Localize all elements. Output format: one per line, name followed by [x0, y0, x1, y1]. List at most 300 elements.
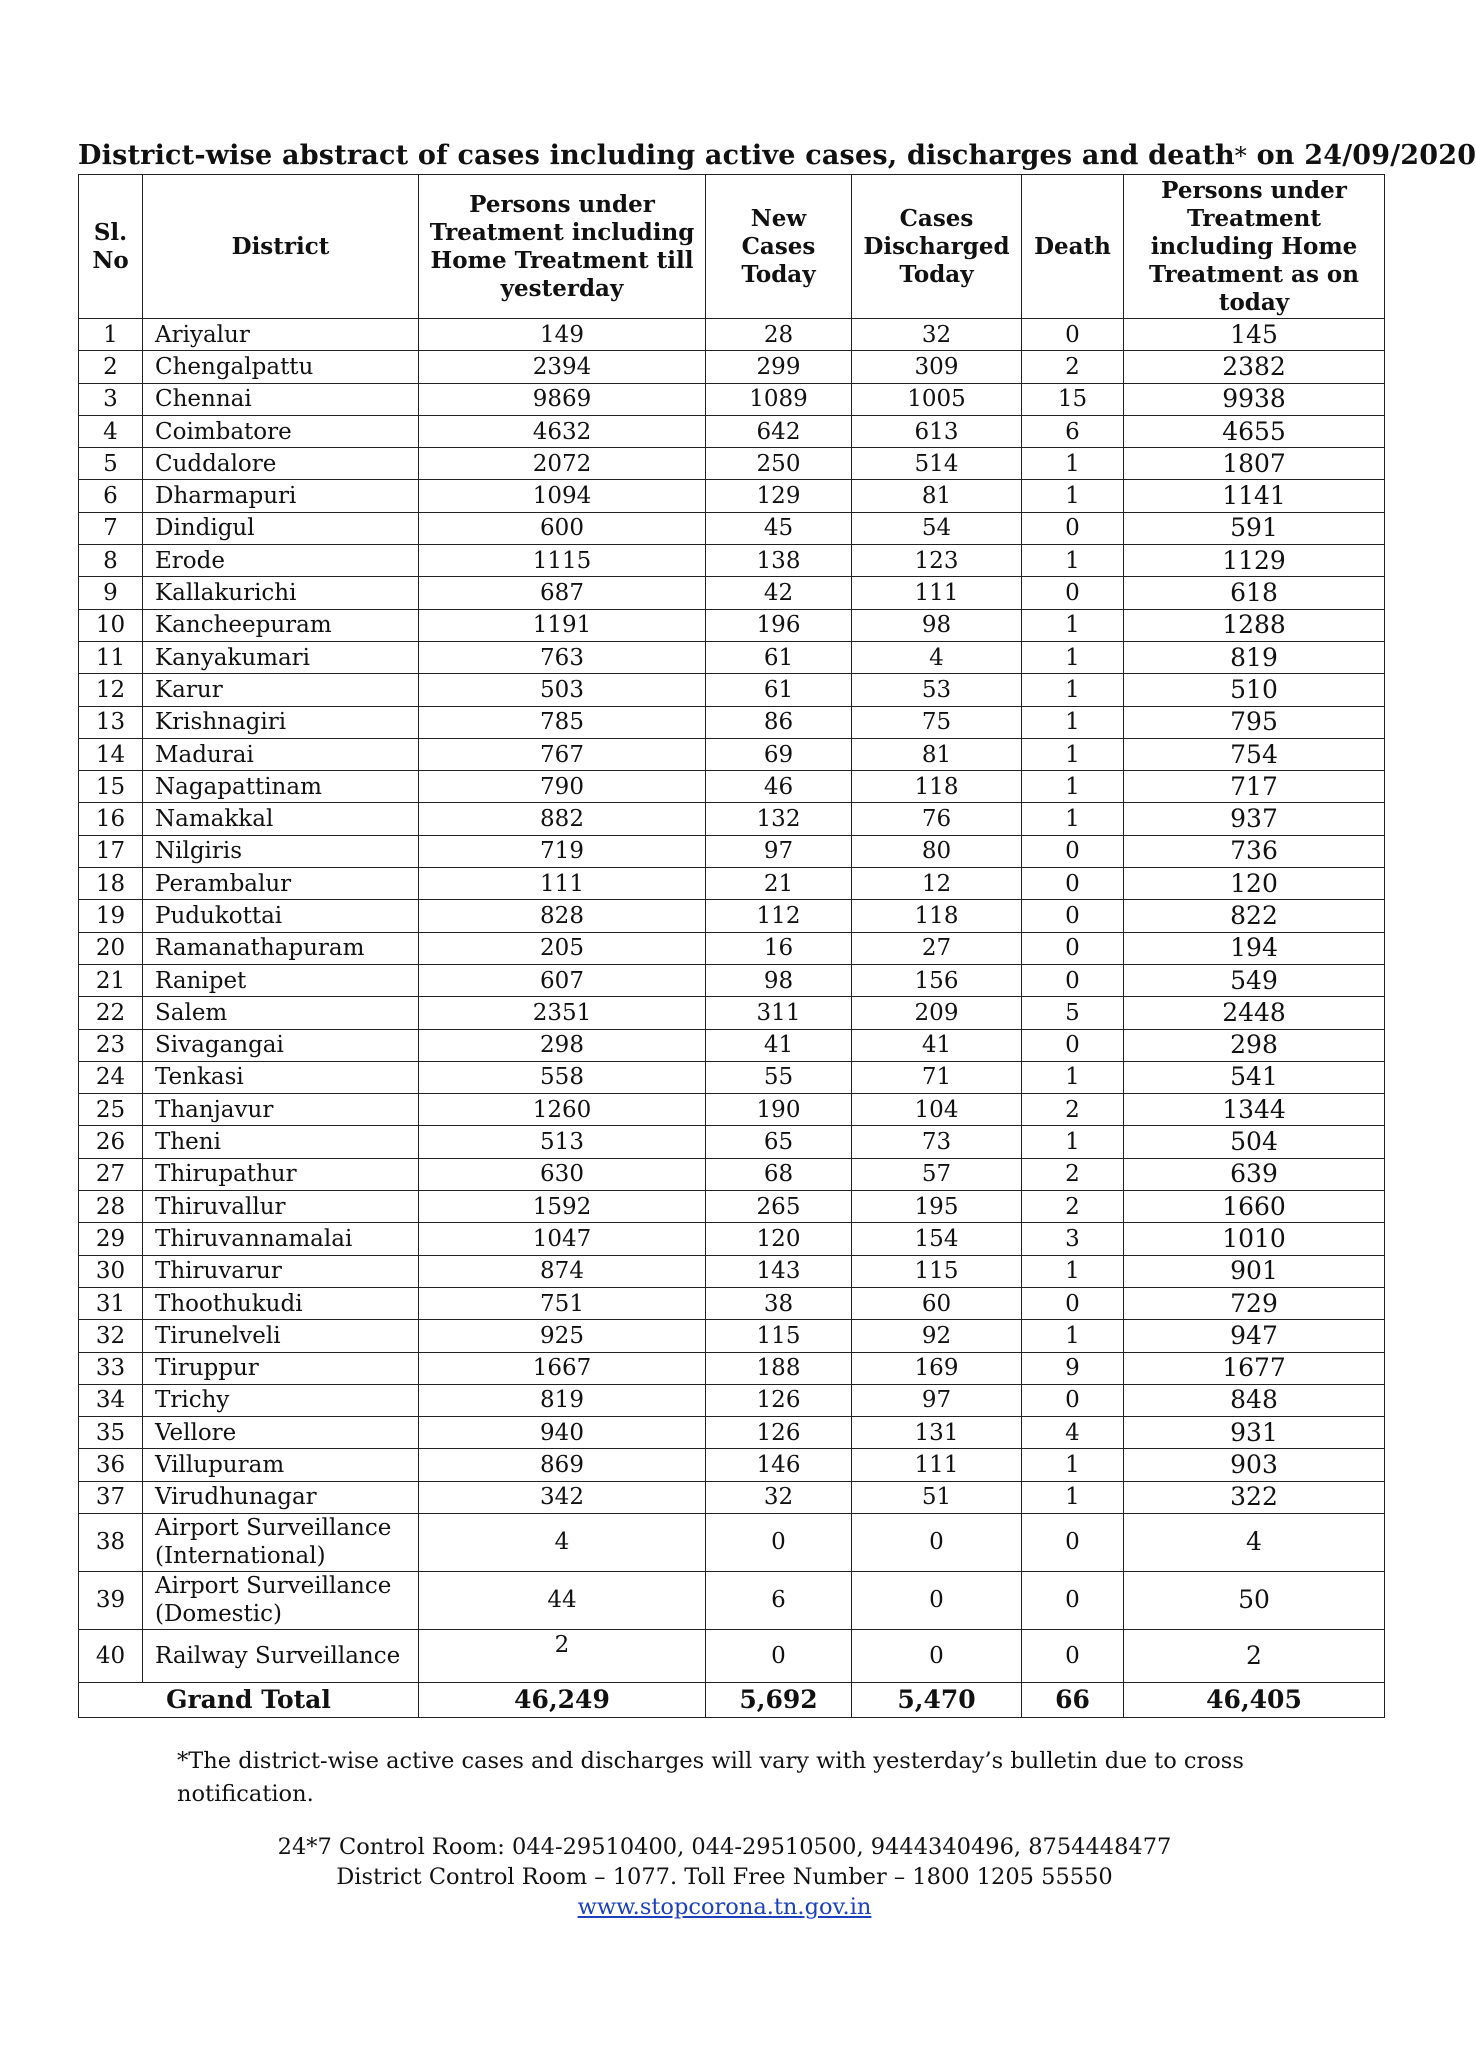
cell-discharged: 71 [852, 1061, 1022, 1093]
cell-death: 0 [1022, 964, 1124, 996]
cell-discharged: 54 [852, 512, 1022, 544]
cell-new-cases: 311 [706, 997, 852, 1029]
cell-discharged: 209 [852, 997, 1022, 1029]
cell-under-treatment-today: 4655 [1124, 415, 1385, 447]
cell-death: 9 [1022, 1352, 1124, 1384]
cell-district: Thiruvannamalai [143, 1223, 419, 1255]
table-row [79, 415, 1385, 447]
cell-under-treatment-yesterday: 607 [419, 964, 706, 996]
cell-sl-no: 12 [79, 674, 143, 706]
table-body [79, 319, 1385, 1683]
table-row [79, 1513, 1385, 1571]
cell-new-cases: 190 [706, 1094, 852, 1126]
cell-under-treatment-yesterday: 111 [419, 868, 706, 900]
grand-total-row [79, 1682, 1385, 1717]
cell-death: 0 [1022, 868, 1124, 900]
cell-new-cases: 42 [706, 577, 852, 609]
cell-new-cases: 250 [706, 448, 852, 480]
cell-district: Thoothukudi [143, 1287, 419, 1319]
cell-district: Namakkal [143, 803, 419, 835]
website-line [0, 1892, 1449, 1922]
cell-new-cases: 132 [706, 803, 852, 835]
table-row [79, 545, 1385, 577]
cell-new-cases: 126 [706, 1384, 852, 1416]
cell-under-treatment-today: 848 [1124, 1384, 1385, 1416]
grand-total-discharged: 5,470 [852, 1682, 1022, 1717]
table-row [79, 1255, 1385, 1287]
cell-district: Madurai [143, 738, 419, 770]
cell-new-cases: 143 [706, 1255, 852, 1287]
cell-sl-no: 10 [79, 609, 143, 641]
cell-under-treatment-today: 795 [1124, 706, 1385, 738]
cell-under-treatment-yesterday: 874 [419, 1255, 706, 1287]
cell-under-treatment-yesterday: 925 [419, 1320, 706, 1352]
cell-sl-no: 2 [79, 351, 143, 383]
cell-under-treatment-yesterday: 882 [419, 803, 706, 835]
cell-under-treatment-yesterday: 513 [419, 1126, 706, 1158]
cell-discharged: 97 [852, 1384, 1022, 1416]
cell-district: Perambalur [143, 868, 419, 900]
cell-discharged: 613 [852, 415, 1022, 447]
table-row [79, 1320, 1385, 1352]
cell-district: Trichy [143, 1384, 419, 1416]
table-row [79, 1417, 1385, 1449]
cell-under-treatment-yesterday: 1094 [419, 480, 706, 512]
cell-new-cases: 642 [706, 415, 852, 447]
cell-new-cases: 69 [706, 738, 852, 770]
cell-discharged: 514 [852, 448, 1022, 480]
cell-discharged: 0 [852, 1513, 1022, 1571]
cell-new-cases: 28 [706, 319, 852, 351]
cell-under-treatment-yesterday: 1191 [419, 609, 706, 641]
cell-sl-no: 37 [79, 1481, 143, 1513]
cell-discharged: 51 [852, 1481, 1022, 1513]
cell-new-cases: 299 [706, 351, 852, 383]
cell-death: 2 [1022, 1158, 1124, 1190]
cell-district: Ramanathapuram [143, 932, 419, 964]
cell-under-treatment-yesterday: 342 [419, 1481, 706, 1513]
cell-new-cases: 188 [706, 1352, 852, 1384]
cell-new-cases: 120 [706, 1223, 852, 1255]
header-new-cases: New Cases Today [706, 175, 852, 319]
table-row [79, 609, 1385, 641]
cell-new-cases: 138 [706, 545, 852, 577]
cell-death: 15 [1022, 383, 1124, 415]
cell-new-cases: 126 [706, 1417, 852, 1449]
table-row [79, 1352, 1385, 1384]
cell-death: 1 [1022, 448, 1124, 480]
cell-under-treatment-yesterday: 2 [419, 1629, 706, 1682]
cell-discharged: 131 [852, 1417, 1022, 1449]
cell-sl-no: 17 [79, 835, 143, 867]
cell-district: Coimbatore [143, 415, 419, 447]
cell-discharged: 0 [852, 1629, 1022, 1682]
cell-death: 0 [1022, 1029, 1124, 1061]
cell-death: 1 [1022, 641, 1124, 673]
cell-under-treatment-yesterday: 503 [419, 674, 706, 706]
cell-district: Tirunelveli [143, 1320, 419, 1352]
cell-under-treatment-yesterday: 767 [419, 738, 706, 770]
cell-sl-no: 14 [79, 738, 143, 770]
grand-total-under-treatment-yesterday: 46,249 [419, 1682, 706, 1717]
cell-district: Salem [143, 997, 419, 1029]
cell-district: Tenkasi [143, 1061, 419, 1093]
cell-death: 1 [1022, 609, 1124, 641]
cell-district: Villupuram [143, 1449, 419, 1481]
cell-under-treatment-yesterday: 4 [419, 1513, 706, 1571]
cell-under-treatment-yesterday: 558 [419, 1061, 706, 1093]
cell-death: 3 [1022, 1223, 1124, 1255]
cell-discharged: 57 [852, 1158, 1022, 1190]
cell-under-treatment-yesterday: 940 [419, 1417, 706, 1449]
cell-discharged: 195 [852, 1191, 1022, 1223]
cell-sl-no: 29 [79, 1223, 143, 1255]
table-row [79, 900, 1385, 932]
cell-discharged: 73 [852, 1126, 1022, 1158]
cell-sl-no: 18 [79, 868, 143, 900]
cell-under-treatment-today: 2 [1124, 1629, 1385, 1682]
cell-sl-no: 11 [79, 641, 143, 673]
table-row [79, 1287, 1385, 1319]
table-row [79, 319, 1385, 351]
cell-new-cases: 65 [706, 1126, 852, 1158]
cell-death: 2 [1022, 351, 1124, 383]
cell-district: Nagapattinam [143, 771, 419, 803]
cell-sl-no: 26 [79, 1126, 143, 1158]
grand-total-under-treatment-today: 46,405 [1124, 1682, 1385, 1717]
cell-under-treatment-today: 4 [1124, 1513, 1385, 1571]
table-row [79, 1158, 1385, 1190]
cell-under-treatment-today: 1288 [1124, 609, 1385, 641]
cell-under-treatment-today: 2448 [1124, 997, 1385, 1029]
page-title [78, 140, 1476, 171]
cell-discharged: 123 [852, 545, 1022, 577]
cell-under-treatment-today: 618 [1124, 577, 1385, 609]
cell-under-treatment-yesterday: 298 [419, 1029, 706, 1061]
table-row [79, 835, 1385, 867]
cell-discharged: 32 [852, 319, 1022, 351]
cell-under-treatment-yesterday: 1667 [419, 1352, 706, 1384]
cell-under-treatment-yesterday: 630 [419, 1158, 706, 1190]
cell-under-treatment-today: 298 [1124, 1029, 1385, 1061]
cell-new-cases: 1089 [706, 383, 852, 415]
cell-district: Cuddalore [143, 448, 419, 480]
cell-district: Kancheepuram [143, 609, 419, 641]
cell-under-treatment-yesterday: 1260 [419, 1094, 706, 1126]
cell-district: Dindigul [143, 512, 419, 544]
cell-under-treatment-today: 931 [1124, 1417, 1385, 1449]
cell-death: 0 [1022, 835, 1124, 867]
cell-death: 0 [1022, 577, 1124, 609]
cell-new-cases: 6 [706, 1571, 852, 1629]
header-under-treatment-yesterday: Persons under Treatment including Home Treatment till yesterday [419, 175, 706, 319]
cell-new-cases: 21 [706, 868, 852, 900]
cell-death: 2 [1022, 1094, 1124, 1126]
website-link[interactable]: www.stopcorona.tn.gov.in [577, 1894, 872, 1920]
cell-new-cases: 196 [706, 609, 852, 641]
cell-district: Kanyakumari [143, 641, 419, 673]
cell-sl-no: 3 [79, 383, 143, 415]
table-row [79, 480, 1385, 512]
cell-sl-no: 30 [79, 1255, 143, 1287]
cell-under-treatment-today: 736 [1124, 835, 1385, 867]
cell-death: 1 [1022, 803, 1124, 835]
cell-sl-no: 32 [79, 1320, 143, 1352]
cell-new-cases: 32 [706, 1481, 852, 1513]
cell-discharged: 27 [852, 932, 1022, 964]
cell-district: Sivagangai [143, 1029, 419, 1061]
cell-sl-no: 9 [79, 577, 143, 609]
cell-death: 1 [1022, 545, 1124, 577]
cell-sl-no: 25 [79, 1094, 143, 1126]
cell-sl-no: 22 [79, 997, 143, 1029]
cell-discharged: 118 [852, 900, 1022, 932]
cell-death: 1 [1022, 738, 1124, 770]
table-row [79, 577, 1385, 609]
cell-discharged: 1005 [852, 383, 1022, 415]
cell-sl-no: 7 [79, 512, 143, 544]
cell-district: Kallakurichi [143, 577, 419, 609]
cell-discharged: 309 [852, 351, 1022, 383]
cell-under-treatment-today: 819 [1124, 641, 1385, 673]
cell-under-treatment-yesterday: 1592 [419, 1191, 706, 1223]
cell-discharged: 169 [852, 1352, 1022, 1384]
cell-discharged: 81 [852, 480, 1022, 512]
cell-under-treatment-today: 1660 [1124, 1191, 1385, 1223]
cell-under-treatment-yesterday: 763 [419, 641, 706, 673]
cell-sl-no: 5 [79, 448, 143, 480]
table-row [79, 1384, 1385, 1416]
cell-discharged: 60 [852, 1287, 1022, 1319]
cell-sl-no: 21 [79, 964, 143, 996]
cell-discharged: 12 [852, 868, 1022, 900]
cell-district: Ranipet [143, 964, 419, 996]
cell-death: 0 [1022, 1384, 1124, 1416]
cell-under-treatment-today: 2382 [1124, 351, 1385, 383]
cell-death: 1 [1022, 771, 1124, 803]
cell-sl-no: 19 [79, 900, 143, 932]
cell-death: 1 [1022, 1481, 1124, 1513]
table-row [79, 1061, 1385, 1093]
grand-total-new-cases: 5,692 [706, 1682, 852, 1717]
cell-sl-no: 13 [79, 706, 143, 738]
cell-district: Theni [143, 1126, 419, 1158]
cell-sl-no: 28 [79, 1191, 143, 1223]
cell-sl-no: 24 [79, 1061, 143, 1093]
footnote: *The district-wise active cases and discharges will vary with yesterday’s bulletin due to cross notification. [177, 1748, 1244, 1807]
table-row [79, 1094, 1385, 1126]
cell-sl-no: 15 [79, 771, 143, 803]
cell-under-treatment-yesterday: 828 [419, 900, 706, 932]
cell-sl-no: 8 [79, 545, 143, 577]
cell-under-treatment-yesterday: 600 [419, 512, 706, 544]
table-row [79, 706, 1385, 738]
table-row [79, 1223, 1385, 1255]
cell-death: 1 [1022, 1126, 1124, 1158]
cell-discharged: 154 [852, 1223, 1022, 1255]
cell-death: 2 [1022, 1191, 1124, 1223]
cell-death: 1 [1022, 480, 1124, 512]
cell-under-treatment-today: 322 [1124, 1481, 1385, 1513]
table-row [79, 1029, 1385, 1061]
cell-death: 1 [1022, 674, 1124, 706]
table-row [79, 1191, 1385, 1223]
cell-under-treatment-yesterday: 44 [419, 1571, 706, 1629]
cell-under-treatment-today: 717 [1124, 771, 1385, 803]
cell-under-treatment-yesterday: 719 [419, 835, 706, 867]
cell-discharged: 53 [852, 674, 1022, 706]
cell-under-treatment-yesterday: 205 [419, 932, 706, 964]
cell-under-treatment-today: 591 [1124, 512, 1385, 544]
title-asterisk: * [1234, 142, 1247, 170]
header-under-treatment-today: Persons under Treatment including Home Treatment as on today [1124, 175, 1385, 319]
header-death: Death [1022, 175, 1124, 319]
cell-under-treatment-yesterday: 149 [419, 319, 706, 351]
cell-under-treatment-today: 937 [1124, 803, 1385, 835]
cell-death: 0 [1022, 1571, 1124, 1629]
cell-under-treatment-yesterday: 4632 [419, 415, 706, 447]
cell-new-cases: 41 [706, 1029, 852, 1061]
cell-new-cases: 146 [706, 1449, 852, 1481]
cell-sl-no: 33 [79, 1352, 143, 1384]
table-row [79, 964, 1385, 996]
cell-under-treatment-yesterday: 1115 [419, 545, 706, 577]
cell-district: Thiruvallur [143, 1191, 419, 1223]
cell-under-treatment-yesterday: 790 [419, 771, 706, 803]
cell-death: 5 [1022, 997, 1124, 1029]
cell-sl-no: 40 [79, 1629, 143, 1682]
cell-under-treatment-today: 901 [1124, 1255, 1385, 1287]
cell-district: Railway Surveillance [143, 1629, 419, 1682]
cell-sl-no: 31 [79, 1287, 143, 1319]
table-row [79, 1481, 1385, 1513]
cell-under-treatment-today: 541 [1124, 1061, 1385, 1093]
cell-new-cases: 265 [706, 1191, 852, 1223]
cell-district: Airport Surveillance (Domestic) [143, 1571, 419, 1629]
cell-under-treatment-yesterday: 785 [419, 706, 706, 738]
cell-death: 0 [1022, 512, 1124, 544]
cell-under-treatment-today: 510 [1124, 674, 1385, 706]
cell-sl-no: 6 [79, 480, 143, 512]
table-row [79, 868, 1385, 900]
cell-new-cases: 16 [706, 932, 852, 964]
cell-new-cases: 86 [706, 706, 852, 738]
cell-discharged: 98 [852, 609, 1022, 641]
cell-district: Dharmapuri [143, 480, 419, 512]
cell-under-treatment-today: 145 [1124, 319, 1385, 351]
cell-new-cases: 61 [706, 674, 852, 706]
district-control-room: District Control Room – 1077. Toll Free Number – 1800 1205 55550 [336, 1864, 1113, 1890]
cell-death: 4 [1022, 1417, 1124, 1449]
cell-new-cases: 97 [706, 835, 852, 867]
cell-sl-no: 20 [79, 932, 143, 964]
cell-under-treatment-today: 639 [1124, 1158, 1385, 1190]
cell-under-treatment-today: 194 [1124, 932, 1385, 964]
cell-under-treatment-today: 754 [1124, 738, 1385, 770]
table-row [79, 738, 1385, 770]
table-row [79, 512, 1385, 544]
cell-discharged: 156 [852, 964, 1022, 996]
cell-under-treatment-today: 947 [1124, 1320, 1385, 1352]
title-text: District-wise abstract of cases including active cases, discharges and death [78, 140, 1235, 171]
table-row [79, 932, 1385, 964]
table-row [79, 351, 1385, 383]
grand-total-label: Grand Total [79, 1682, 419, 1717]
cell-sl-no: 23 [79, 1029, 143, 1061]
table-row [79, 641, 1385, 673]
table-row [79, 997, 1385, 1029]
cell-district: Thirupathur [143, 1158, 419, 1190]
cell-district: Virudhunagar [143, 1481, 419, 1513]
cell-under-treatment-yesterday: 819 [419, 1384, 706, 1416]
cell-sl-no: 16 [79, 803, 143, 835]
cell-under-treatment-yesterday: 2351 [419, 997, 706, 1029]
cell-district: Pudukottai [143, 900, 419, 932]
cell-new-cases: 115 [706, 1320, 852, 1352]
cell-new-cases: 68 [706, 1158, 852, 1190]
cell-sl-no: 36 [79, 1449, 143, 1481]
cell-district: Krishnagiri [143, 706, 419, 738]
cell-under-treatment-today: 1677 [1124, 1352, 1385, 1384]
cell-new-cases: 98 [706, 964, 852, 996]
cell-new-cases: 45 [706, 512, 852, 544]
cell-under-treatment-today: 729 [1124, 1287, 1385, 1319]
table-row [79, 674, 1385, 706]
cell-under-treatment-yesterday: 869 [419, 1449, 706, 1481]
cell-district: Airport Surveillance (International) [143, 1513, 419, 1571]
cell-under-treatment-today: 1807 [1124, 448, 1385, 480]
cell-district: Thanjavur [143, 1094, 419, 1126]
cell-discharged: 75 [852, 706, 1022, 738]
cell-death: 0 [1022, 319, 1124, 351]
header-district: District [143, 175, 419, 319]
cell-under-treatment-today: 1129 [1124, 545, 1385, 577]
cell-under-treatment-yesterday: 2394 [419, 351, 706, 383]
cell-new-cases: 61 [706, 641, 852, 673]
cell-district: Erode [143, 545, 419, 577]
district-cases-table [78, 174, 1385, 1718]
cell-death: 0 [1022, 900, 1124, 932]
cell-sl-no: 38 [79, 1513, 143, 1571]
cell-under-treatment-yesterday: 687 [419, 577, 706, 609]
cell-death: 1 [1022, 1449, 1124, 1481]
cell-under-treatment-today: 822 [1124, 900, 1385, 932]
header-sl-no: Sl. No [79, 175, 143, 319]
cell-under-treatment-today: 1141 [1124, 480, 1385, 512]
cell-under-treatment-yesterday: 9869 [419, 383, 706, 415]
table-row [79, 1571, 1385, 1629]
header-discharged: Cases Discharged Today [852, 175, 1022, 319]
cell-discharged: 41 [852, 1029, 1022, 1061]
cell-new-cases: 0 [706, 1513, 852, 1571]
cell-discharged: 111 [852, 577, 1022, 609]
cell-death: 0 [1022, 1287, 1124, 1319]
cell-death: 0 [1022, 932, 1124, 964]
cell-under-treatment-yesterday: 751 [419, 1287, 706, 1319]
title-date: on 24/09/2020 [1246, 140, 1476, 171]
cell-death: 1 [1022, 1320, 1124, 1352]
cell-under-treatment-today: 1344 [1124, 1094, 1385, 1126]
cell-death: 6 [1022, 415, 1124, 447]
cell-death: 1 [1022, 1061, 1124, 1093]
cell-new-cases: 112 [706, 900, 852, 932]
cell-discharged: 104 [852, 1094, 1022, 1126]
cell-district: Chengalpattu [143, 351, 419, 383]
cell-sl-no: 39 [79, 1571, 143, 1629]
cell-discharged: 0 [852, 1571, 1022, 1629]
table-row [79, 1629, 1385, 1682]
control-room-numbers: 24*7 Control Room: 044-29510400, 044-29510500, 9444340496, 8754448477 [277, 1834, 1172, 1860]
